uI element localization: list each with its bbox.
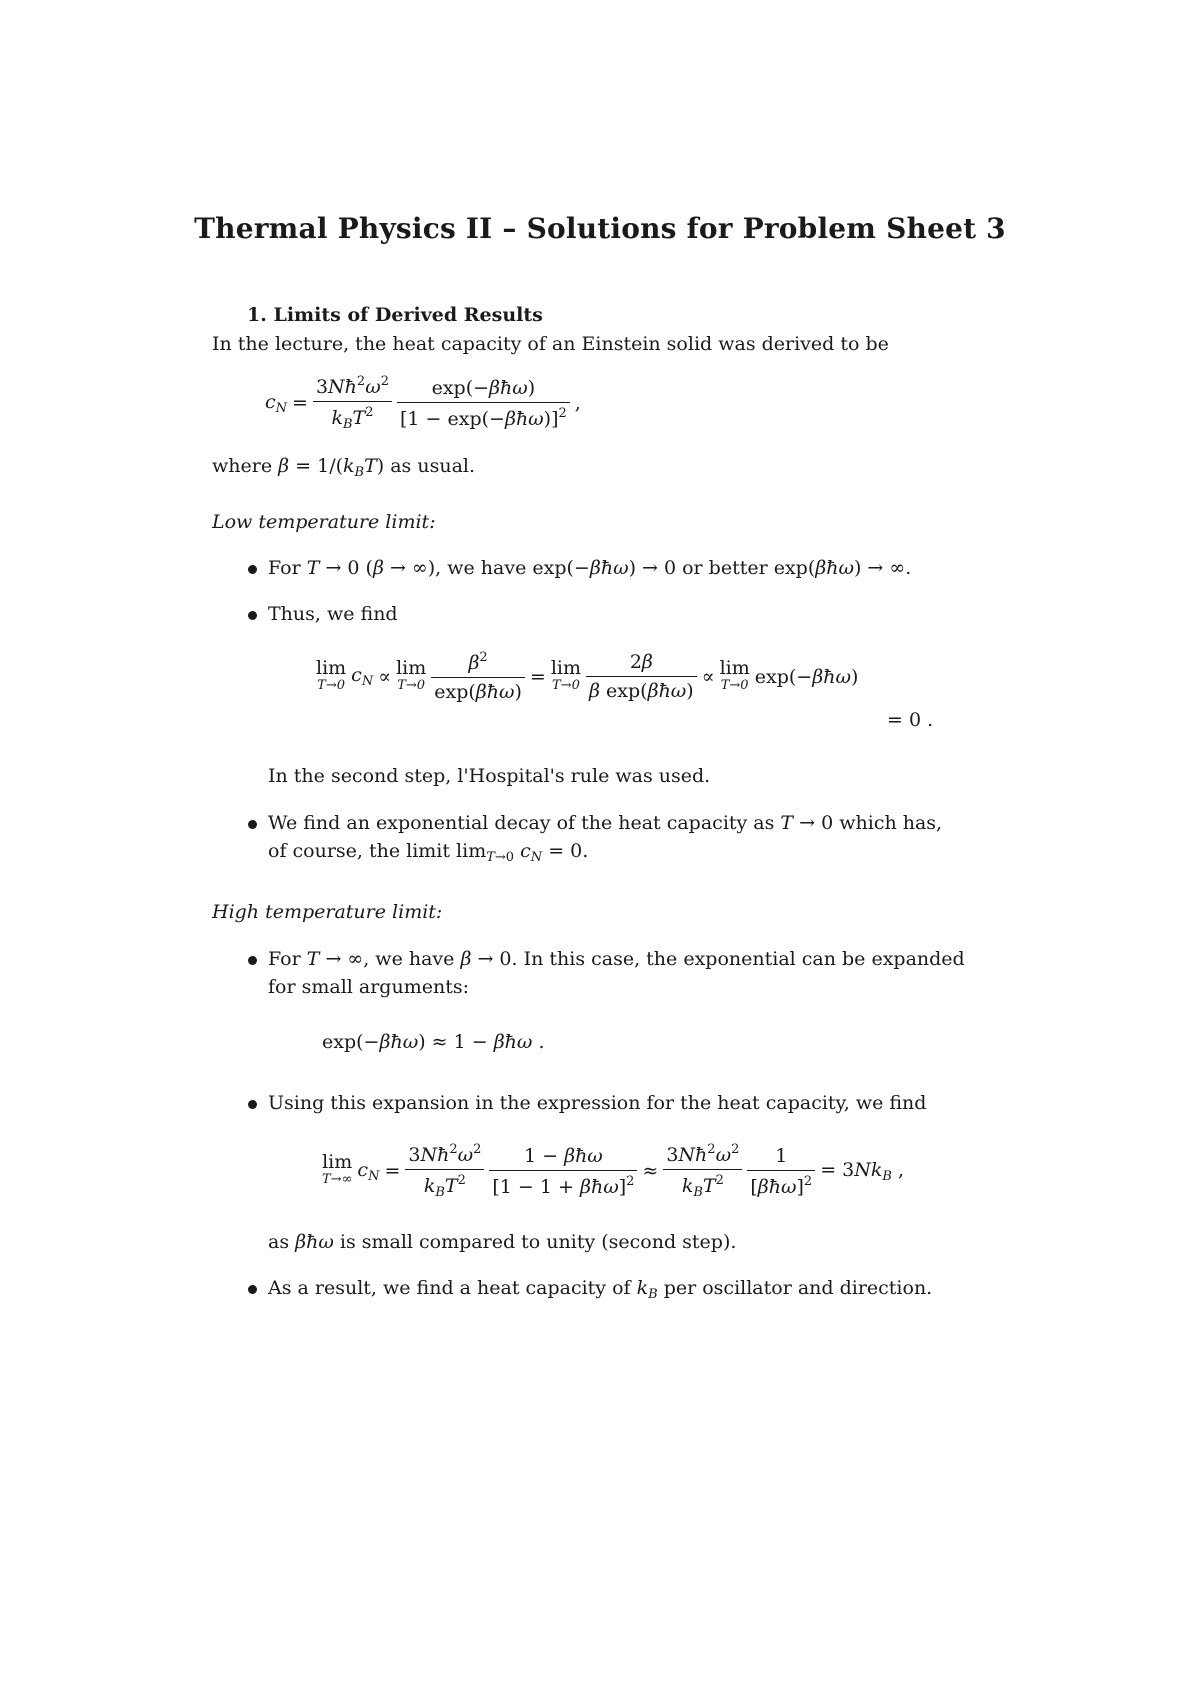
- fraction-exponential: $\frac{\text{exp(−βħω)}}{[1 - \exp(-\beta ħ\omega)]^2}$: [397, 377, 570, 430]
- section-number: 1.: [247, 304, 267, 326]
- low-bullet-2: Thus, we find: [268, 603, 398, 625]
- low-limit-equation: lim T→0 $c_N$ ∝ lim T→0 $\frac{\beta^2}{\text{exp(βħω)}}$ = lim T→0 $\frac{2\beta}{\text{β exp(βħω)}}$ ∝ lim T→0 exp(−βħω): [316, 650, 859, 703]
- high-bullet-3: As a result, we find a heat capacity of $k_B$ per oscillator and direction.: [268, 1277, 933, 1302]
- high-limit-equation: lim T→∞ $c_N$ = $\frac{3Nħ^2\omega^2}{k_BT^2}$ $\frac{\text{1 − βħω}}{[1 - 1 + \beta ħ\omega]^2}$ ≈ $\frac{3Nħ^2\omega^2}{k_BT^2}$ $\frac{1}{[\beta ħ\omega]^2}$ = $3Nk_B$ ,: [322, 1142, 905, 1200]
- low-limit-result: = 0 .: [887, 709, 934, 731]
- beta-definition: where $\beta = 1/(k_BT)$ as usual.: [212, 455, 476, 480]
- lhospital-note: In the second step, l'Hospital's rule was used.: [268, 765, 711, 787]
- heat-capacity-equation: $c_N$ = $\frac{3Nħ^2\omega^2}{k_BT^2}$ $\frac{\text{exp(−βħω)}}{[1 - \exp(-\beta ħ\omega)]^2}$ ,: [265, 374, 581, 432]
- fraction-prefactor: $\frac{3Nħ^2\omega^2}{k_BT^2}$: [313, 374, 392, 432]
- bullet-icon: [248, 1100, 257, 1109]
- bullet-icon: [248, 956, 257, 965]
- high-note: as βħω is small compared to unity (second step).: [268, 1231, 737, 1253]
- page-title: Thermal Physics II – Solutions for Problem Sheet 3: [194, 212, 1006, 245]
- low-limit-heading: Low temperature limit:: [212, 511, 436, 533]
- section-title: Limits of Derived Results: [273, 304, 543, 326]
- bullet-icon: [248, 1285, 257, 1294]
- expansion-equation: exp(−βħω) ≈ 1 − βħω .: [322, 1031, 545, 1053]
- section-intro: In the lecture, the heat capacity of an Einstein solid was derived to be: [212, 333, 889, 355]
- low-bullet-3-line-1: We find an exponential decay of the heat capacity as T → 0 which has,: [268, 812, 943, 834]
- bullet-icon: [248, 565, 257, 574]
- high-bullet-1-line-1: For T → ∞, we have β → 0. In this case, the exponential can be expanded: [268, 948, 965, 970]
- bullet-icon: [248, 820, 257, 829]
- low-bullet-1: For T → 0 (β → ∞), we have exp(−βħω) → 0 or better exp(βħω) → ∞.: [268, 557, 912, 579]
- section-heading: [247, 303, 543, 327]
- high-limit-heading: High temperature limit:: [212, 901, 443, 923]
- low-bullet-3-line-2: of course, the limit $\lim_{T\to 0} c_N = 0$.: [268, 840, 589, 865]
- high-bullet-2: Using this expansion in the expression for the heat capacity, we find: [268, 1092, 927, 1114]
- bullet-icon: [248, 611, 257, 620]
- high-bullet-1-line-2: for small arguments:: [268, 976, 469, 998]
